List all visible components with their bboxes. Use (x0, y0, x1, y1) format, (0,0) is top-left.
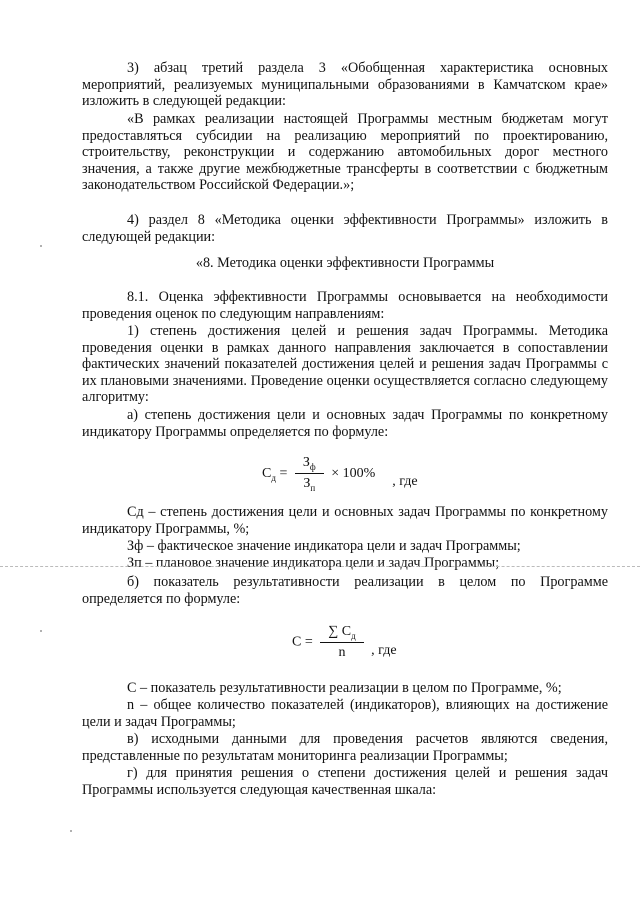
formula-achievement-degree (262, 455, 418, 493)
paragraph-quote-subsidies: «В рамках реализации настоящей Программы местным бюджетам могут предоставляться субсидии на реализацию мероприятий по проектированию, строительству, реконструкции и содержанию автомобильных дорог местного значения, а также другие межбюджетные трансферты в соответствии с бюджетным законодательством Российской Федерации.»; (82, 111, 608, 194)
formula2-where: , где (371, 642, 397, 658)
paragraph-item-g: г) для принятия решения о степени достижения целей и решения задач Программы используется следующая качественная шкала: (82, 765, 608, 798)
scan-speck (70, 830, 72, 832)
paragraph-item-a: а) степень достижения цели и основных задач Программы по конкретному индикатору Программы определяется по формуле: (82, 407, 608, 440)
definition-cd: Сд – степень достижения цели и основных задач Программы по конкретному индикатору Программы, %; (82, 504, 608, 537)
paragraph-item-b: б) показатель результативности реализации в целом по Программе определяется по формуле: (82, 574, 608, 607)
definition-n: n – общее количество показателей (индикаторов), влияющих на достижение цели и задач Программы; (82, 697, 608, 730)
scan-speck (40, 245, 42, 247)
formula-overall-result (292, 624, 397, 661)
section-heading: «8. Методика оценки эффективности Программы (195, 255, 495, 271)
paragraph-8-1: 8.1. Оценка эффективности Программы основывается на необходимости проведения оценок по следующим направлениям: (82, 289, 608, 322)
formula2-fraction: $\frac{\sum С_д}{n}$ (320, 624, 363, 661)
paragraph-direction-1: 1) степень достижения целей и решения задач Программы. Методика проведения оценки в рамках данного направления заключается в сопоставлении фактических значений показателей достижения целей и решения задач Программы с их плановыми значениями. Проведение оценки осуществляется согласно следующему алгоритму: (82, 323, 608, 406)
formula1-multiplier: × 100% (331, 466, 376, 482)
formula1-fraction: $\frac{З_ф}{З_п}$ (295, 455, 324, 493)
definition-c: С – показатель результативности реализации в целом по Программе, %; (127, 680, 562, 696)
formula1-equals: = (279, 466, 288, 482)
scan-artifact-line (0, 566, 640, 567)
definition-zp: Зп – плановое значение индикатора цели и задач Программы; (127, 555, 500, 571)
paragraph-item-v: в) исходными данными для проведения расчетов являются сведения, представленные по результатам мониторинга реализации Программы; (82, 731, 608, 764)
formula2-equals: = (304, 634, 313, 650)
scan-speck (40, 630, 42, 632)
formula1-lhs: $С_д$ (262, 466, 276, 483)
paragraph-item-3: 3) абзац третий раздела 3 «Обобщенная характеристика основных мероприятий, реализуемых муниципальными образованиями в Камчатском крае» изложить в следующей редакции: (82, 60, 608, 110)
formula1-where: , где (392, 474, 418, 490)
formula2-lhs: С (292, 634, 302, 650)
definition-zf: Зф – фактическое значение индикатора цели и задач Программы; (127, 538, 521, 554)
paragraph-item-4: 4) раздел 8 «Методика оценки эффективности Программы» изложить в следующей редакции: (82, 212, 608, 245)
